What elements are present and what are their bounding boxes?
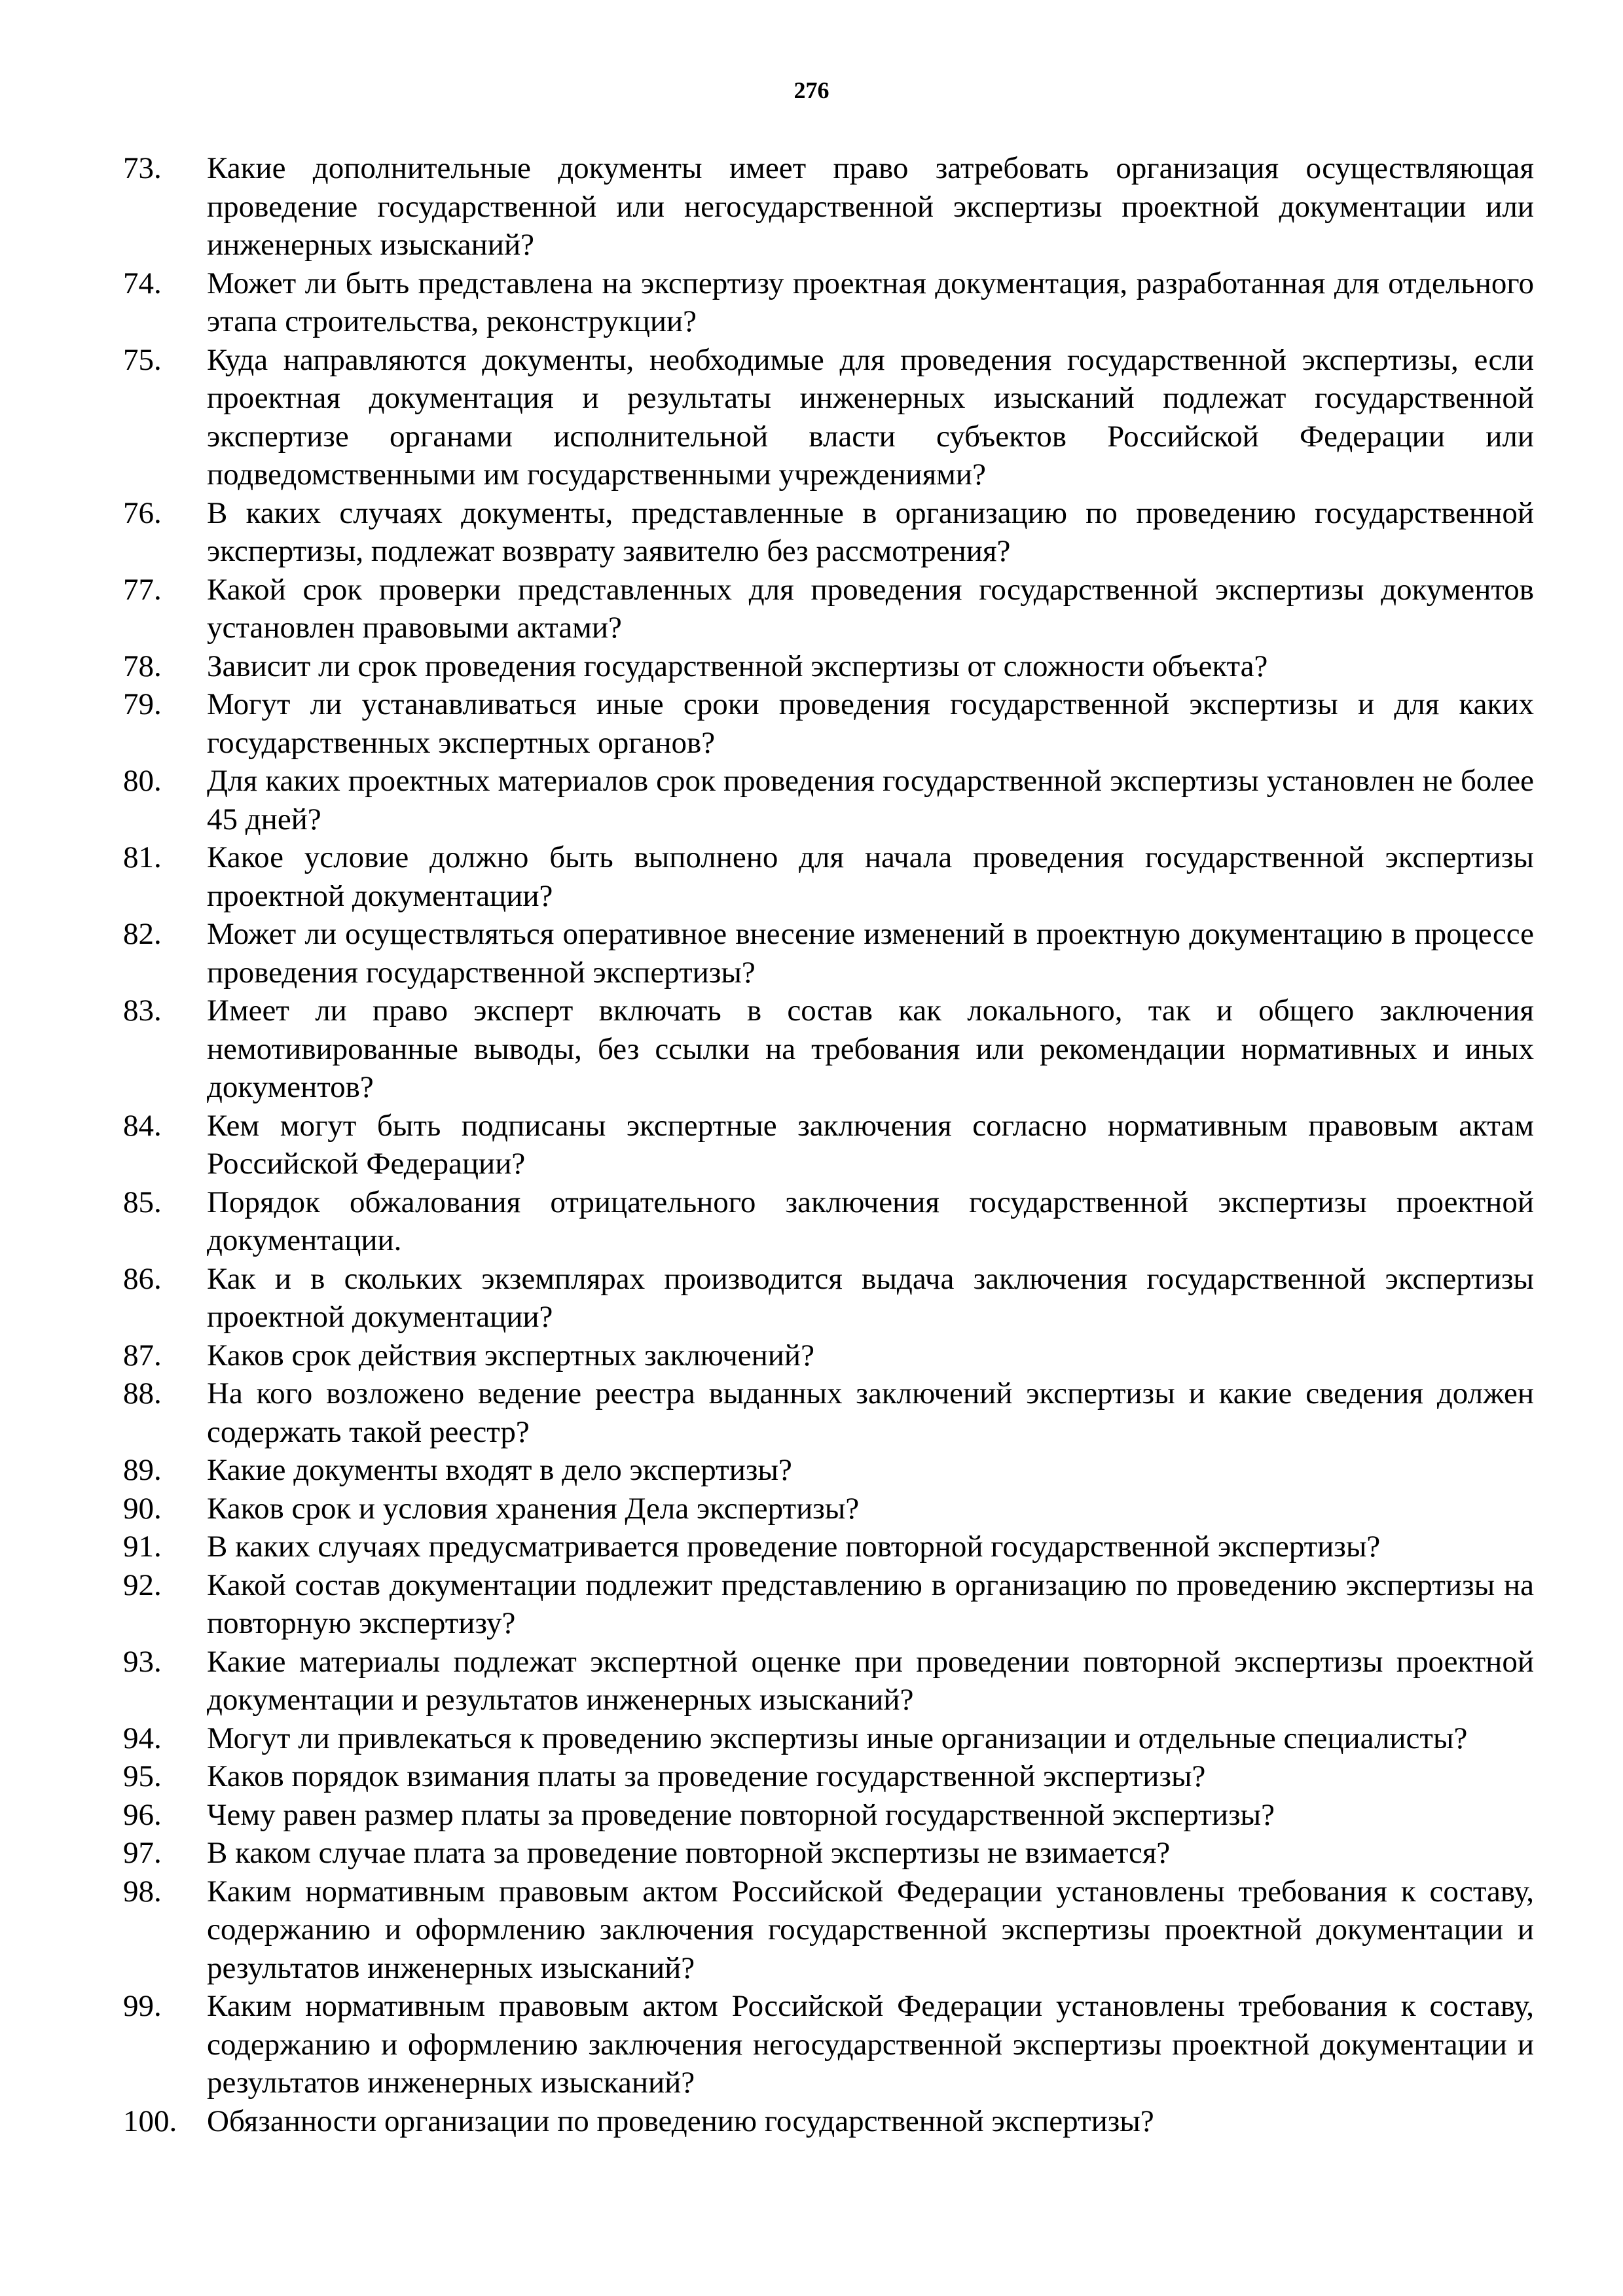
- question-number: 98.: [123, 1874, 162, 1909]
- question-number: 93.: [123, 1644, 162, 1679]
- question-text: Какие документы входят в дело экспертизы?: [207, 1453, 792, 1487]
- list-item: [123, 838, 1534, 915]
- list-item: [123, 1451, 1534, 1490]
- question-number: 86.: [123, 1261, 162, 1296]
- question-number: 83.: [123, 994, 162, 1028]
- question-number: 80.: [123, 764, 162, 798]
- question-number: 75.: [123, 342, 162, 377]
- list-item: [123, 1336, 1534, 1375]
- question-text: Могут ли привлекаться к проведению экспертизы иные организации и отдельные специалисты?: [207, 1721, 1468, 1755]
- question-text: В каких случаях документы, представленные в организацию по проведению государственной экспертизы, подлежат возврату заявителю без рассмотрения?: [207, 495, 1534, 568]
- list-item: [123, 647, 1534, 686]
- list-item: [123, 1834, 1534, 1873]
- list-item: [123, 915, 1534, 992]
- list-item: [123, 1260, 1534, 1336]
- question-text: Куда направляются документы, необходимые для проведения государственной экспертизы, если проектная документация и результаты инженерных изысканий подлежат государственной экспертизе органами исполнительной власти субъектов Российской Федерации или подведомственными им государственными учреждениями?: [207, 342, 1534, 492]
- question-number: 99.: [123, 1989, 162, 2023]
- question-text: Каким нормативным правовым актом Российской Федерации установлены требования к составу, содержанию и оформлению заключения государственной экспертизы проектной документации и результатов инженерных изысканий?: [207, 1874, 1534, 1985]
- question-number: 97.: [123, 1836, 162, 1870]
- list-item: [123, 571, 1534, 647]
- list-item: [123, 494, 1534, 571]
- list-item: [123, 992, 1534, 1107]
- question-number: 90.: [123, 1491, 162, 1526]
- question-number: 76.: [123, 495, 162, 530]
- question-text: Какой состав документации подлежит представлению в организацию по проведению экспертизы на повторную экспертизу?: [207, 1568, 1534, 1640]
- list-item: [123, 1528, 1534, 1566]
- list-item: [123, 2102, 1534, 2141]
- list-item: [123, 1183, 1534, 1260]
- question-text: Какое условие должно быть выполнено для начала проведения государственной экспертизы проектной документации?: [207, 840, 1534, 913]
- question-list: [123, 149, 1534, 2140]
- question-number: 73.: [123, 151, 162, 185]
- question-text: Может ли осуществляться оперативное внесение изменений в проектную документацию в процессе проведения государственной экспертизы?: [207, 917, 1534, 990]
- question-number: 91.: [123, 1530, 162, 1564]
- question-text: Каков порядок взимания платы за проведение государственной экспертизы?: [207, 1759, 1206, 1793]
- question-number: 74.: [123, 266, 162, 300]
- list-item: [123, 341, 1534, 494]
- question-text: Как и в скольких экземплярах производится выдача заключения государственной экспертизы проектной документации?: [207, 1261, 1534, 1334]
- question-number: 85.: [123, 1185, 162, 1219]
- list-item: [123, 1374, 1534, 1451]
- question-text: Каков срок и условия хранения Дела экспертизы?: [207, 1491, 860, 1526]
- question-number: 94.: [123, 1721, 162, 1755]
- question-text: Каков срок действия экспертных заключений?: [207, 1338, 814, 1372]
- question-number: 89.: [123, 1453, 162, 1487]
- list-item: [123, 1566, 1534, 1643]
- list-item: [123, 1873, 1534, 1988]
- question-text: Имеет ли право эксперт включать в состав как локального, так и общего заключения немотивированные выводы, без ссылки на требования или рекомендации нормативных и иных документов?: [207, 994, 1534, 1104]
- list-item: [123, 1987, 1534, 2102]
- question-text: Зависит ли срок проведения государственной экспертизы от сложности объекта?: [207, 649, 1268, 683]
- list-item: [123, 149, 1534, 264]
- question-text: Какой срок проверки представленных для проведения государственной экспертизы документов установлен правовыми актами?: [207, 572, 1534, 645]
- list-item: [123, 1757, 1534, 1796]
- question-text: Может ли быть представлена на экспертизу проектная документация, разработанная для отдельного этапа строительства, реконструкции?: [207, 266, 1534, 338]
- list-item: [123, 1796, 1534, 1835]
- list-item: [123, 1719, 1534, 1758]
- list-item: [123, 1107, 1534, 1183]
- question-number: 77.: [123, 572, 162, 607]
- question-text: Для каких проектных материалов срок проведения государственной экспертизы установлен не более 45 дней?: [207, 764, 1534, 836]
- question-number: 96.: [123, 1797, 162, 1832]
- question-text: Кем могут быть подписаны экспертные заключения согласно нормативным правовым актам Российской Федерации?: [207, 1108, 1534, 1181]
- question-number: 92.: [123, 1568, 162, 1602]
- list-item: [123, 1490, 1534, 1528]
- question-text: Порядок обжалования отрицательного заключения государственной экспертизы проектной документации.: [207, 1185, 1534, 1257]
- question-number: 79.: [123, 687, 162, 721]
- question-text: На кого возложено ведение реестра выданных заключений экспертизы и какие сведения должен содержать такой реестр?: [207, 1376, 1534, 1449]
- question-number: 100.: [123, 2104, 177, 2138]
- question-text: В каких случаях предусматривается проведение повторной государственной экспертизы?: [207, 1530, 1381, 1564]
- question-text: Могут ли устанавливаться иные сроки проведения государственной экспертизы и для каких государственных экспертных органов?: [207, 687, 1534, 760]
- question-number: 87.: [123, 1338, 162, 1372]
- page-number: 276: [793, 77, 830, 103]
- question-text: Обязанности организации по проведению государственной экспертизы?: [207, 2104, 1154, 2138]
- question-number: 84.: [123, 1108, 162, 1143]
- question-number: 82.: [123, 917, 162, 951]
- question-number: 88.: [123, 1376, 162, 1410]
- question-number: 81.: [123, 840, 162, 874]
- question-text: Каким нормативным правовым актом Российской Федерации установлены требования к составу, содержанию и оформлению заключения негосударственной экспертизы проектной документации и результатов инженерных изысканий?: [207, 1989, 1534, 2100]
- list-item: [123, 1643, 1534, 1719]
- question-text: Какие материалы подлежат экспертной оценке при проведении повторной экспертизы проектной документации и результатов инженерных изысканий?: [207, 1644, 1534, 1717]
- question-text: Какие дополнительные документы имеет право затребовать организация осуществляющая проведение государственной или негосударственной экспертизы проектной документации или инженерных изысканий?: [207, 151, 1534, 262]
- list-item: [123, 685, 1534, 762]
- list-item: [123, 762, 1534, 838]
- list-item: [123, 264, 1534, 341]
- question-number: 78.: [123, 649, 162, 683]
- question-number: 95.: [123, 1759, 162, 1793]
- question-text: Чему равен размер платы за проведение повторной государственной экспертизы?: [207, 1797, 1275, 1832]
- question-text: В каком случае плата за проведение повторной экспертизы не взимается?: [207, 1836, 1171, 1870]
